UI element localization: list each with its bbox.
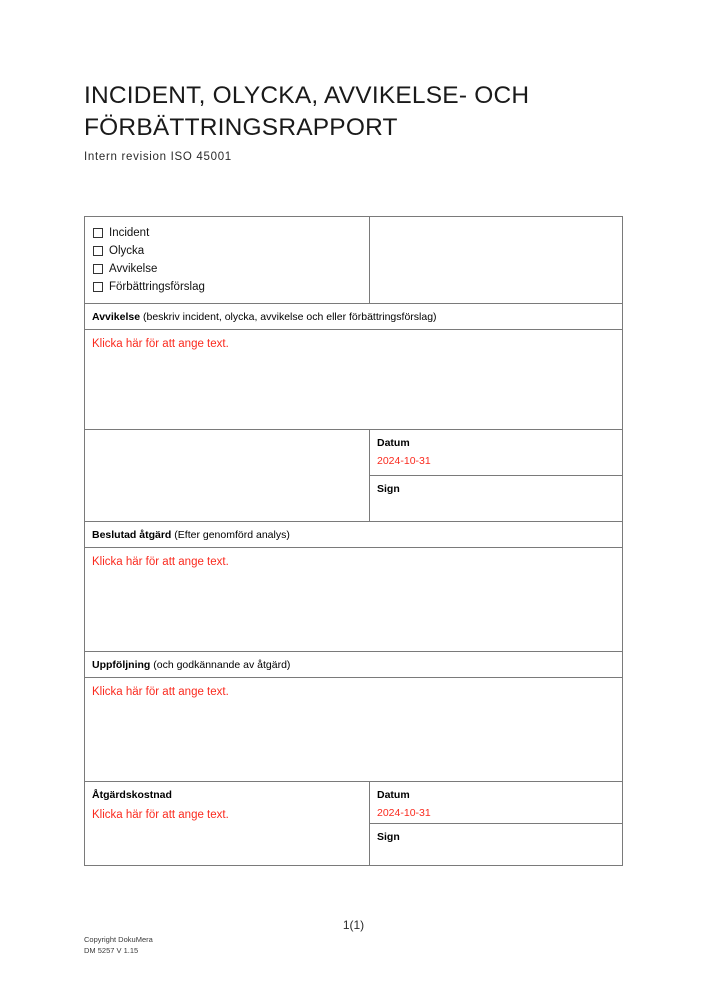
report-form-table	[84, 216, 623, 866]
section-heading-avvikelse	[85, 304, 622, 329]
page-title: INCIDENT, OLYCKA, AVVIKELSE- OCH FÖRBÄTTRINGSRAPPORT	[84, 82, 530, 141]
table-row-kostnad-datum	[85, 782, 623, 824]
cell-uppfoljning-textarea[interactable]	[85, 678, 623, 782]
section-heading-bold: Uppföljning	[92, 659, 151, 671]
sign-label: Sign	[377, 483, 400, 495]
type-checkbox-list	[85, 217, 369, 303]
avvikelse-input-area[interactable]	[85, 330, 622, 429]
sign-label: Sign	[377, 831, 400, 843]
table-row-uppfoljning-heading	[85, 652, 623, 678]
atgardskostnad-label: Åtgärdskostnad	[92, 789, 172, 801]
cell-type-checkboxes	[85, 217, 370, 304]
checkbox-square-icon[interactable]	[93, 282, 103, 292]
checkbox-item-incident[interactable]	[93, 224, 362, 242]
cell-datum-1[interactable]	[370, 430, 623, 476]
datum-label: Datum	[377, 437, 410, 449]
checkbox-label: Incident	[109, 227, 150, 239]
page-subtitle: Intern revision ISO 45001	[84, 151, 232, 163]
section-heading-rest: (beskriv incident, olycka, avvikelse och eller förbättringsförslag)	[140, 311, 437, 323]
beslutad-placeholder-text[interactable]: Klicka här för att ange text.	[92, 556, 229, 568]
checkbox-square-icon[interactable]	[93, 228, 103, 238]
datum-value[interactable]: 2024-10-31	[377, 807, 431, 819]
datum-field-1[interactable]	[370, 430, 622, 473]
section-heading-bold: Beslutad åtgärd	[92, 529, 172, 541]
cell-signature-blank-1[interactable]	[85, 430, 370, 522]
sign-field-1[interactable]	[370, 476, 622, 519]
footer-copyright: Copyright DokuMera	[84, 935, 153, 944]
section-heading-rest: (Efter genomförd analys)	[171, 529, 290, 541]
section-heading-beslutad-atgard	[85, 522, 622, 547]
checkbox-label: Förbättringsförslag	[109, 281, 205, 293]
uppfoljning-input-area[interactable]	[85, 678, 622, 781]
sign-field-2[interactable]	[370, 824, 622, 865]
uppfoljning-placeholder-text[interactable]: Klicka här för att ange text.	[92, 686, 229, 698]
checkbox-item-avvikelse[interactable]	[93, 260, 362, 278]
datum-value[interactable]: 2024-10-31	[377, 455, 431, 467]
cell-beslutad-textarea[interactable]	[85, 548, 623, 652]
cell-avvikelse-heading	[85, 304, 623, 330]
blank-area	[370, 217, 622, 290]
cell-datum-2[interactable]	[370, 782, 623, 824]
cell-atgardskostnad[interactable]	[85, 782, 370, 866]
section-heading-bold: Avvikelse	[92, 311, 141, 323]
atgardskostnad-field[interactable]	[85, 782, 369, 865]
table-row-beslutad-heading	[85, 522, 623, 548]
cell-type-selection-blank[interactable]	[370, 217, 623, 304]
atgardskostnad-placeholder-text[interactable]: Klicka här för att ange text.	[92, 809, 229, 821]
table-row-type-selection	[85, 217, 623, 304]
section-heading-rest: (och godkännande av åtgärd)	[150, 659, 291, 671]
checkbox-item-olycka[interactable]	[93, 242, 362, 260]
table-row-datum-1	[85, 430, 623, 476]
table-row-avvikelse-text	[85, 330, 623, 430]
table-row-uppfoljning-text	[85, 678, 623, 782]
footer-doc-code: DM 5257 V 1.15	[84, 946, 139, 955]
checkbox-item-forbattringsforslag[interactable]	[93, 278, 362, 296]
cell-sign-2[interactable]	[370, 824, 623, 866]
table-row-avvikelse-heading	[85, 304, 623, 330]
cell-sign-1[interactable]	[370, 476, 623, 522]
cell-avvikelse-textarea[interactable]	[85, 330, 623, 430]
checkbox-square-icon[interactable]	[93, 246, 103, 256]
checkbox-label: Olycka	[109, 245, 145, 257]
blank-area	[85, 430, 369, 521]
page-number: 1(1)	[342, 918, 365, 932]
beslutad-input-area[interactable]	[85, 548, 622, 651]
avvikelse-placeholder-text[interactable]: Klicka här för att ange text.	[92, 338, 229, 350]
cell-beslutad-heading	[85, 522, 623, 548]
section-heading-uppfoljning	[85, 652, 622, 677]
checkbox-label: Avvikelse	[109, 263, 158, 275]
table-row-beslutad-text	[85, 548, 623, 652]
datum-field-2[interactable]	[370, 782, 622, 823]
checkbox-square-icon[interactable]	[93, 264, 103, 274]
footer-copyright-block	[84, 934, 153, 956]
datum-label: Datum	[377, 789, 410, 801]
cell-uppfoljning-heading	[85, 652, 623, 678]
